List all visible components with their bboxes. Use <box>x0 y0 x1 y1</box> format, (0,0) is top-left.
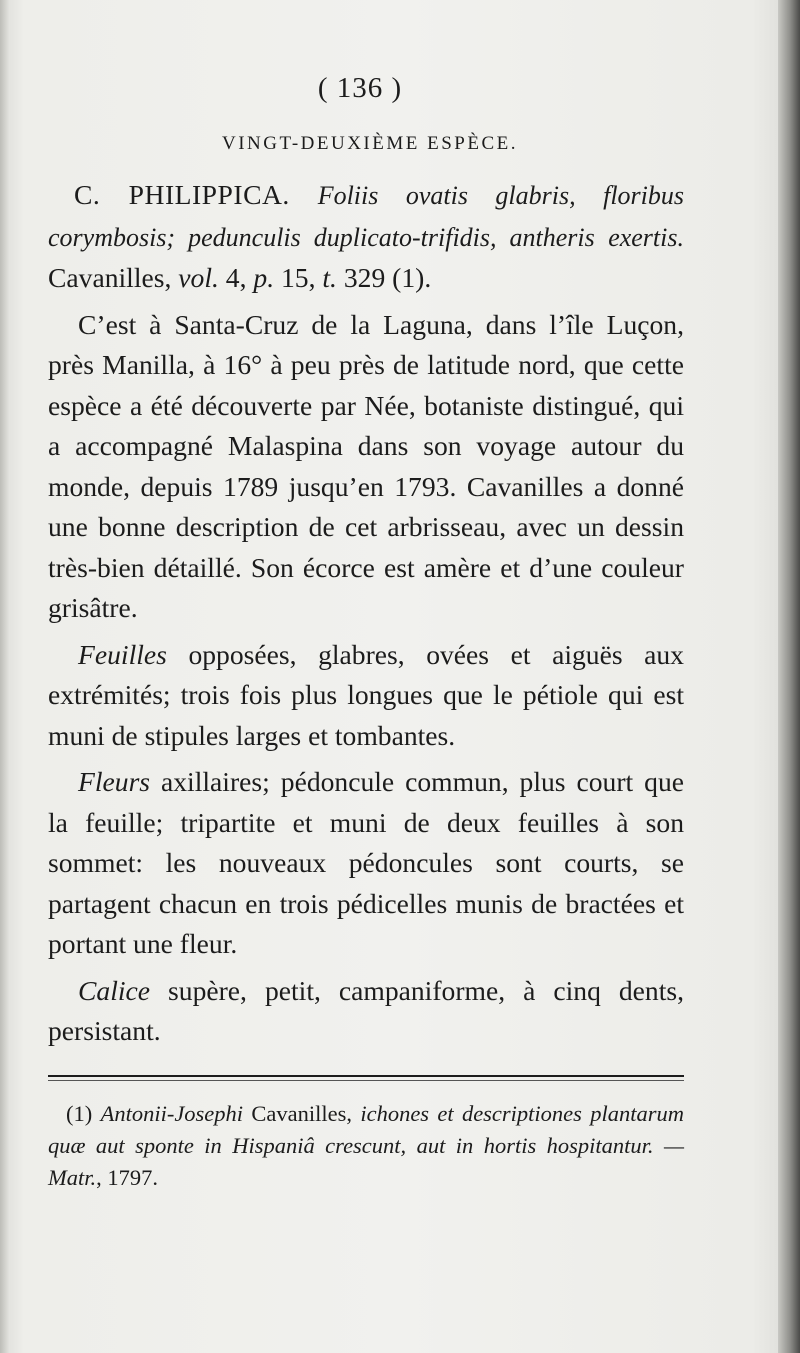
reference-plate-label: t. <box>322 262 337 293</box>
paragraph-flowers <box>48 762 684 965</box>
footnote-place: Matr. <box>48 1165 97 1190</box>
reference-page-number: 15 <box>281 262 309 293</box>
reference-author: Cavanilles <box>48 262 165 293</box>
paragraph-leaves-text: opposées, glabres, ovées et aiguës aux extrémités; trois fois plus longues que le pétiole qui est muni de stipules larges et tombantes. <box>48 638 684 751</box>
reference-plate-number: 329 (1). <box>343 262 432 293</box>
footnote-name: Cavanilles, <box>251 1101 352 1126</box>
page-number: ( 136 ) <box>317 72 403 104</box>
footnote <box>48 1098 684 1194</box>
paragraph-flowers-text: axillaires; pédoncule commun, plus court que la feuille; tripartite et muni de deux feuilles à son sommet: les nouveaux pédoncules sont courts, se partagent chacun en trois pédicelles munis de bractées et portant une fleur. <box>48 766 684 959</box>
species-name: C. PHILIPPICA. <box>74 179 290 210</box>
footnote-title: ichones et descriptiones plantarum quæ aut sponte in Hispaniâ crescunt, aut in hortis hospitantur. — <box>48 1101 685 1158</box>
paragraph-leaves <box>48 635 684 757</box>
footnote-author: Antonii-Josephi <box>100 1101 244 1126</box>
reference-vol-number: 4 <box>225 262 240 293</box>
reference-page-label: p. <box>253 262 275 293</box>
species-entry: C. PHILIPPICA. Foliis ovatis glabris, floribus corymbosis; pedunculis duplicato-trifidis, antheris exertis. Cavanilles, vol. 4, p. 15, t. 329 (1). <box>48 179 685 293</box>
paragraph-flowers-label: Fleurs <box>78 766 151 797</box>
section-heading: VINGT-DEUXIÈME ESPÈCE. <box>221 133 518 154</box>
diagnosis-line-3: exertis. <box>608 222 684 252</box>
page-right-edge <box>778 0 800 1353</box>
paragraph-leaves-label: Feuilles <box>78 638 167 670</box>
page-left-edge <box>0 0 10 1353</box>
footnote-paragraph <box>48 1098 684 1194</box>
paragraph-calyx <box>48 971 684 1052</box>
footnote-rule-thin <box>48 1080 684 1081</box>
footnote-year: , 1797. <box>96 1165 159 1190</box>
paragraph-calyx-label: Calice <box>78 974 151 1006</box>
reference-vol-label: vol. <box>178 262 219 293</box>
paragraph-habitat: C’est à Santa-Cruz de la Laguna, dans l’île Luçon, près Manilla, à 16° à peu près de latitude nord, que cette espèce a été découverte par Née, botaniste distingué, qui a accompagné Malaspina dans son voyage autour du monde, depuis 1789 jusqu’en 1793. Cavanilles a donné une bonne description de cet arbrisseau, avec un dessin très-bien détaillé. Son écorce est amère et d’une couleur grisâtre. <box>48 308 684 623</box>
diagnosis-line-2: corymbosis; pedunculis duplicato-trifidis, antheris <box>48 222 595 252</box>
paragraph-calyx-text: supère, petit, campaniforme, à cinq dents, persistant. <box>48 974 684 1046</box>
main-text <box>48 175 684 1052</box>
footnote-number: (1) <box>66 1101 93 1126</box>
diagnosis-line-1: Foliis ovatis glabris, floribus <box>317 181 685 210</box>
footnote-rule <box>48 1075 684 1077</box>
